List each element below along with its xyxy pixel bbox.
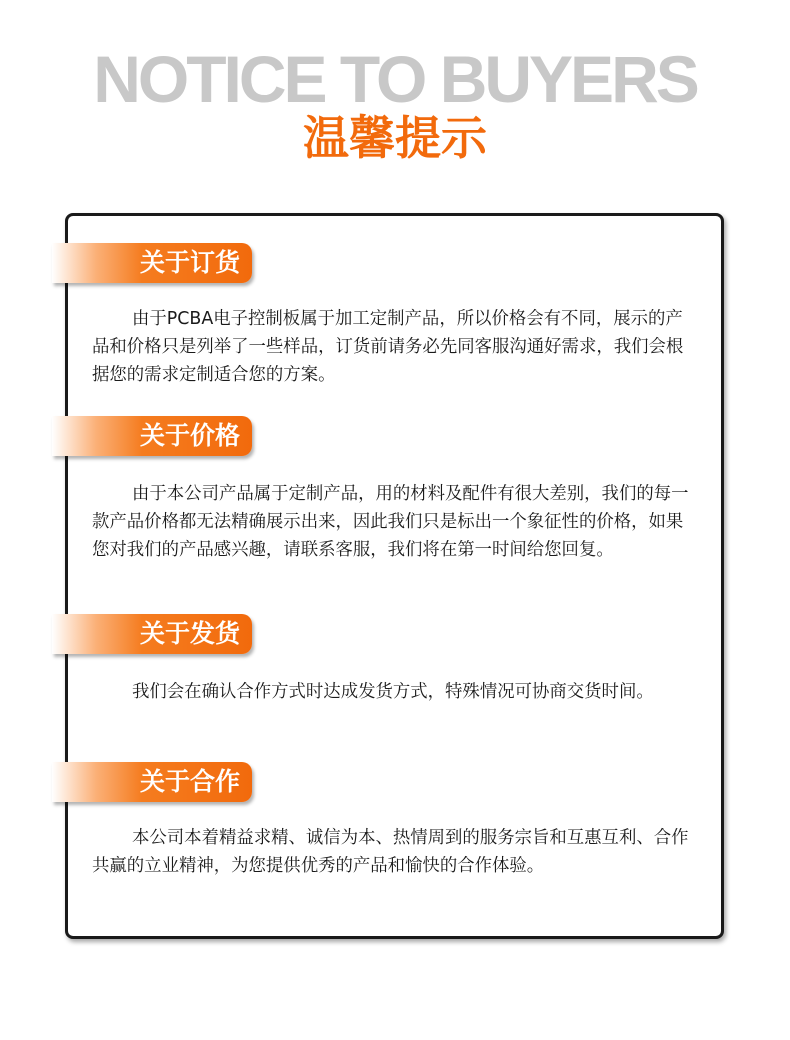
- section-tag-ordering: [52, 243, 252, 283]
- section-tag-label: 关于发货: [139, 619, 240, 648]
- section-text-shipping: 我们会在确认合作方式时达成发货方式，特殊情况可协商交货时间。: [132, 682, 654, 702]
- section-text-ordering: 由于PCBA电子控制板属于加工定制产品，所以价格会有不同，展示的产品和价格只是列举了一些样品，订货前请务必先同客服沟通好需求，我们会根据您的需求定制适合您的方案。: [92, 309, 684, 385]
- section-tag-shipping: [52, 614, 252, 654]
- section-tag-label: 关于合作: [139, 767, 240, 796]
- section-tag-label: 关于价格: [139, 421, 240, 450]
- section-text-pricing: 由于本公司产品属于定制产品，用的材料及配件有很大差别，我们的每一款产品价格都无法精确展示出来，因此我们只是标出一个象征性的价格，如果您对我们的产品感兴趣，请联系客服，我们将在第一时间给您回复。: [92, 484, 689, 560]
- section-text-cooperation: 本公司本着精益求精、诚信为本、热情周到的服务宗旨和互惠互利、合作共赢的立业精神，为您提供优秀的产品和愉快的合作体验。: [92, 828, 689, 876]
- page-title-chinese: 温馨提示: [303, 111, 487, 165]
- section-tag-pricing: [52, 416, 252, 456]
- section-tag-label: 关于订货: [139, 248, 240, 277]
- section-tag-cooperation: [52, 762, 252, 802]
- page-title-english: NOTICE TO BUYERS: [93, 42, 697, 116]
